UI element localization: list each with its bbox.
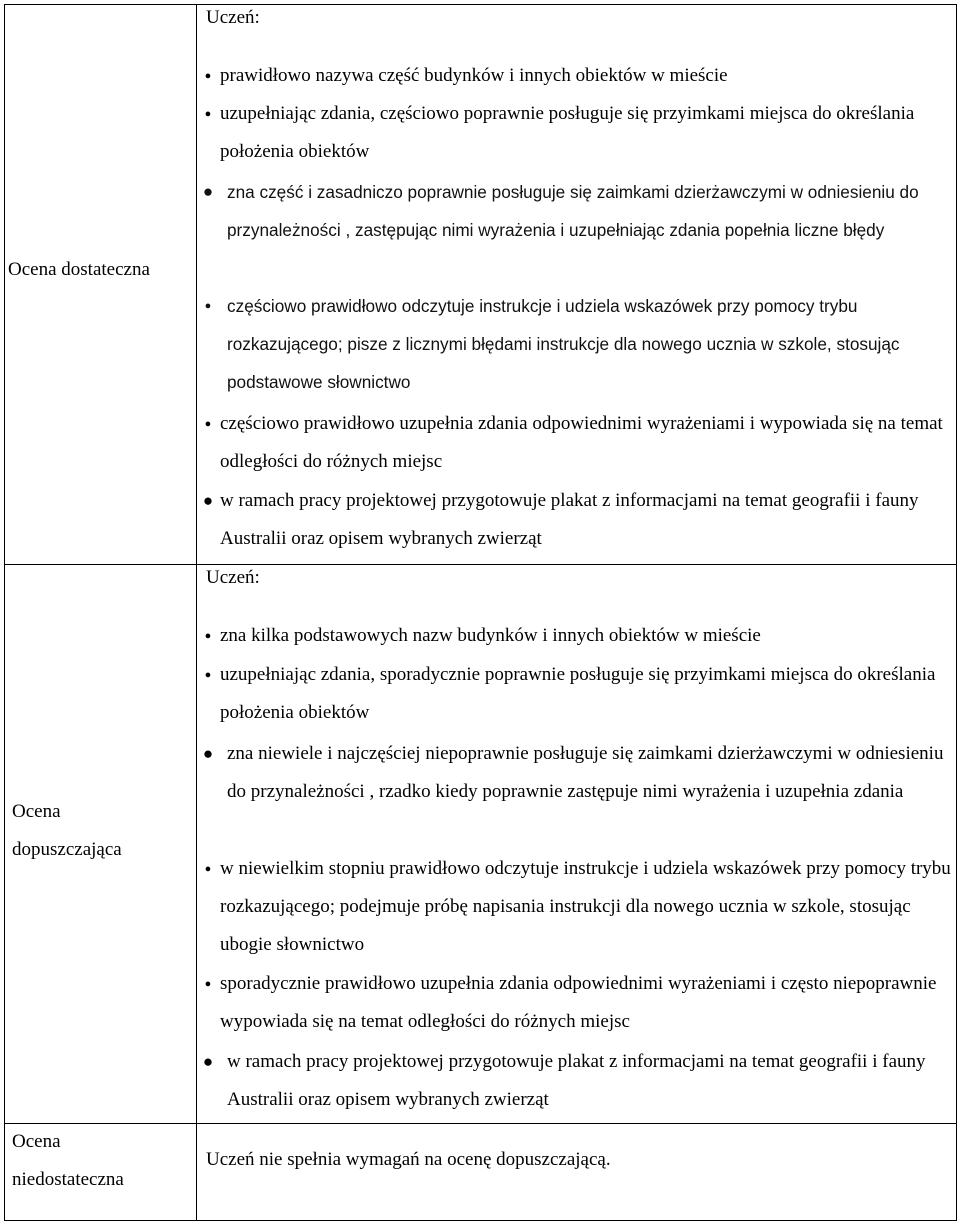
grade-label-niedostateczna	[4, 1123, 190, 1199]
list-item-text: w ramach pracy projektowej przygotowuje plakat z informacjami na temat geografii i fauny Australii oraz opisem wybranych zwierząt	[227, 1051, 926, 1110]
bullet-icon: ●	[204, 978, 212, 990]
list-item	[200, 287, 954, 401]
list-item-text: prawidłowo nazywa część budynków i innych obiektów w mieście	[220, 65, 728, 86]
requirement-text: Uczeń nie spełnia wymagań na ocenę dopuszczającą.	[206, 1149, 611, 1170]
list-item-text: w ramach pracy projektowej przygotowuje plakat z informacjami na temat geografii i fauny Australii oraz opisem wybranych zwierząt	[220, 490, 919, 549]
bullet-icon: ●	[202, 491, 214, 510]
bullet-icon: ●	[204, 108, 212, 120]
grade-label-dostateczna	[4, 251, 190, 289]
grade-label-text: Ocena dostateczna	[8, 259, 150, 280]
list-item	[200, 617, 954, 655]
table-border-left	[4, 4, 5, 1221]
list-item-text: uzupełniając zdania, sporadycznie poprawnie posługuje się przyimkami miejsca do określania położenia obiektów	[220, 664, 936, 723]
list-item-text: zna niewiele i najczęściej niepoprawnie posługuje się zaimkami dzierżawczymi w odniesieniu do przynależności , rzadko kiedy poprawnie zastępuje nimi wyrażenia i uzupełnia zdania	[227, 743, 944, 802]
grade-label-line2: niedostateczna	[12, 1169, 124, 1190]
column-divider	[196, 4, 197, 1221]
list-item-text: uzupełniając zdania, częściowo poprawnie posługuje się przyimkami miejsca do określania położenia obiektów	[220, 103, 915, 162]
list-item	[200, 1043, 954, 1119]
bullet-icon: ●	[202, 182, 214, 201]
grade-label-line2: dopuszczająca	[12, 839, 122, 860]
bullet-icon: ●	[204, 863, 212, 875]
list-item-text: sporadycznie prawidłowo uzupełnia zdania odpowiednimi wyrażeniami i często niepoprawnie wypowiada się na temat odległości do różnych miejsc	[220, 973, 937, 1032]
row-divider-1	[4, 564, 957, 565]
bullet-icon: ●	[204, 418, 212, 430]
list-item-text: w niewielkim stopniu prawidłowo odczytuje instrukcje i udziela wskazówek przy pomocy trybu rozkazującego; podejmuje próbę napisania instrukcji dla nowego ucznia w szkole, stosując ubogie słownictwo	[220, 858, 951, 955]
list-item	[200, 95, 954, 171]
bullet-icon: ●	[204, 300, 212, 312]
list-item	[200, 57, 954, 95]
bullet-icon: ●	[202, 744, 214, 763]
list-item	[200, 965, 954, 1041]
bullet-icon: ●	[204, 630, 212, 642]
grade-label-line1: Ocena	[12, 801, 61, 822]
bullet-icon: ●	[202, 1052, 214, 1071]
list-item-text: częściowo prawidłowo uzupełnia zdania odpowiednimi wyrażeniami i wypowiada się na temat odległości do różnych miejsc	[220, 413, 943, 472]
list-item	[200, 405, 954, 481]
bullet-icon: ●	[204, 669, 212, 681]
list-item	[200, 482, 954, 558]
list-item-text: częściowo prawidłowo odczytuje instrukcje i udziela wskazówek przy pomocy trybu rozkazującego; pisze z licznymi błędami instrukcje dla nowego ucznia w szkole, stosując podstawowe słownictwo	[227, 296, 900, 392]
table-border-right	[956, 4, 957, 1221]
student-heading: Uczeń:	[206, 7, 260, 28]
grade-label-dopuszczajaca	[4, 793, 190, 869]
list-item-text: zna kilka podstawowych nazw budynków i innych obiektów w mieście	[220, 625, 761, 646]
grade-label-line1: Ocena	[12, 1131, 61, 1152]
table-border-bottom	[4, 1220, 957, 1221]
list-item-text: zna część i zasadniczo poprawnie posługuje się zaimkami dzierżawczymi w odniesieniu do przynależności , zastępując nimi wyrażenia i uzupełniając zdania popełnia liczne błędy	[227, 182, 919, 240]
list-item	[200, 850, 954, 964]
bullet-icon: ●	[204, 70, 212, 82]
list-item	[200, 656, 954, 732]
table-border-top	[4, 4, 957, 5]
list-item	[200, 173, 954, 249]
list-item	[200, 735, 954, 811]
student-heading: Uczeń:	[206, 567, 260, 588]
